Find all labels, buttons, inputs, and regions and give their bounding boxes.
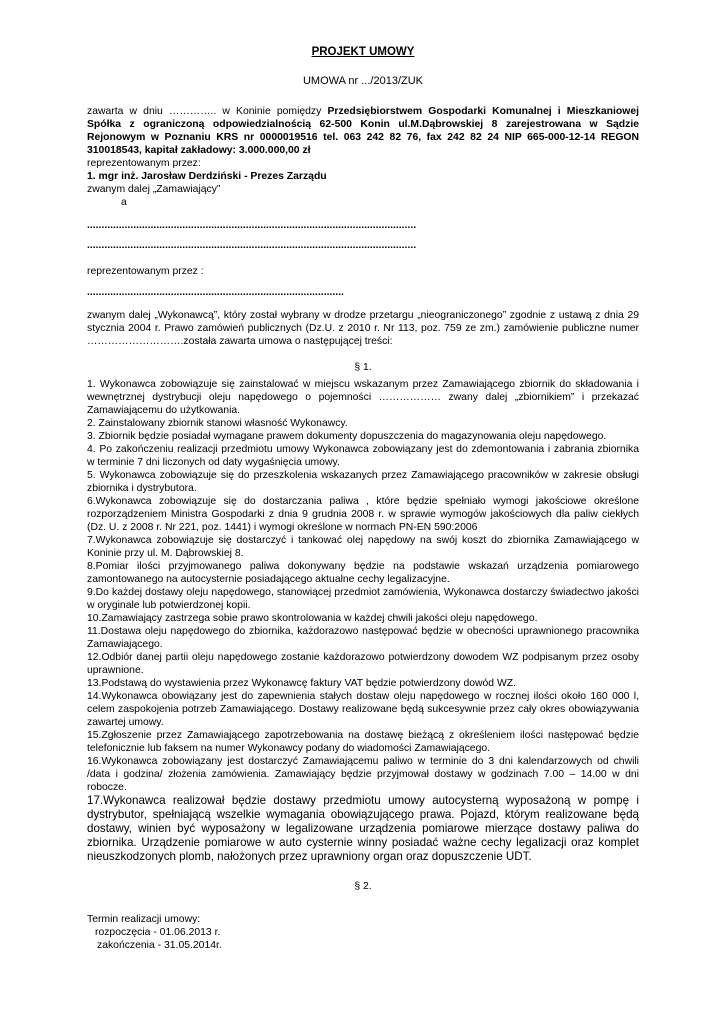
represented-by-label: reprezentowanym przez: [87, 158, 201, 169]
intro-prefix: zawarta w dniu ………….. w Koninie pomiędzy [87, 106, 328, 117]
term-block [87, 913, 639, 952]
contract-number: UMOWA nr .../2013/ZUK [302, 75, 423, 87]
representative-1: 1. mgr inż. Jarosław Derdziński - Prezes Zarządu [87, 171, 327, 182]
list-item: 14.Wykonawca obowiązany jest do zapewnienia stałych dostaw oleju napędowego w rocznej ilości około 160 000 l, celem zaspokojenia potrzeb Zamawiającego. Dostawy realizowane będą sukcesywnie przez cały okres obowiązywania zawartej umowy. [87, 691, 639, 728]
list-item: 10.Zamawiający zastrzega sobie prawo skontrolowania w każdej chwili jakości oleju napędowego. [87, 613, 538, 624]
contractor-paragraph: zwanym dalej „Wykonawcą”, który został wybrany w drodze przetargu „nieograniczonego” zgodnie z ustawą z dnia 29 stycznia 2004 r. Prawo zamówień publicznych (Dz.U. z 2010 r. Nr 113, poz. 759 ze zm.) zamówienie publiczne numer ……………………….została zawarta umowa o następującej treści: [87, 310, 639, 347]
list-item: 4. Po zakończeniu realizacji przedmiotu umowy Wykonawca zobowiązany jest do zdemontowania i zabrania zbiornika w terminie 7 dni liczonych od daty wygaśnięcia umowy. [87, 444, 639, 468]
list-item: 9.Do każdej dostawy oleju napędowego, stanowiącej przedmiot zamówienia, Wykonawca dostarczy świadectwo jakości w oryginale lub potwierdzonej kopii. [87, 587, 639, 611]
list-item: 1. Wykonawca zobowiązuje się zainstalować w miejscu wskazanym przez Zamawiającego zbiornik do składowania i wewnętrznej dystrybucji oleju napędowego o pojemności ……………… zwany dalej „zbiornikiem” i przekazać Zamawiającemu do użytkowania. [87, 379, 639, 416]
list-item: 12.Odbiór danej partii oleju napędowego zostanie każdorazowo potwierdzony dowodem WZ podpisanym przez osoby uprawnione. [87, 652, 639, 676]
list-item: 8.Pomiar ilości przyjmowanego paliwa dokonywany będzie na podstawie wskazań urządzenia pomiarowego zamontowanego na autocysternie posiadającego aktualne cechy legalizacyjne. [87, 561, 639, 585]
list-item: 7.Wykonawca zobowiązuje się dostarczyć i tankować olej napędowy na swój koszt do zbiornika Zamawiającego w Koninie przy ul. M. Dąbrowskiej 8. [87, 535, 639, 559]
company-details: Przedsiębiorstwem Gospodarki Komunalnej i Mieszkaniowej Spółka z ograniczoną odpowiedzialnością 62-500 Konin ul.M.Dąbrowskiej 8 zarejestrowana w Sądzie Rejonowym w Poznaniu KRS nr 0000019516 tel. 063 242 82 76, fax 242 82 24 NIP 665-000-12-14 REGON 310018543, kapitał zakładowy: 3.000.000,00 zł [87, 106, 639, 156]
contractor-placeholder-line-2: .................................................................................................................. [87, 240, 417, 251]
list-item: 5. Wykonawca zobowiązuje się do przeszkolenia wskazanych przez Zamawiającego pracowników w zakresie obsługi zbiornika i dystrybutora. [87, 470, 639, 494]
list-item: 2. Zainstalowany zbiornik stanowi własność Wykonawcy. [87, 418, 348, 429]
representative-placeholder-line: ......................................................................................... [87, 287, 344, 298]
list-item: 6.Wykonawca zobowiązuje się do dostarczania paliwa , które będzie spełniało wymogi jakościowe określone rozporządzeniem Ministra Gospodarki z dnia 9 grudnia 2008 r. w sprawie wymogów jakościowych dla paliw ciekłych (Dz. U. z 2008 r. Nr 221, poz. 1441) i wymogi określone w normach PN-EN 590:2006 [87, 496, 639, 533]
represented-by-label-2: reprezentowanym przez : [87, 266, 204, 277]
section-1-items [87, 378, 639, 864]
list-item: 15.Zgłoszenie przez Zamawiającego zapotrzebowania na dostawę bieżącą z określeniem ilości następować będzie telefonicznie lub faksem na numer Wykonawcy podany do wiadomości Zamawiającego. [87, 730, 639, 754]
contractor-placeholder-line-1: .................................................................................................................. [87, 220, 417, 231]
list-item: 11.Dostawa oleju napędowego do zbiornika, każdorazowo następować będzie w obecności uprawnionego pracownika Zamawiającego. [87, 626, 639, 650]
and-connector: a [121, 197, 127, 208]
list-item: 3. Zbiornik będzie posiadał wymagane prawem dokumenty dopuszczenia do magazynowania oleju napędowego. [87, 431, 607, 442]
intro-paragraph [87, 105, 639, 157]
list-item-17: 17.Wykonawca realizował będzie dostawy przedmiotu umowy autocysterną wyposażoną w pompę i dystrybutor, spełniającą wszelkie wymagania obowiązującego prawa. Pojazd, którym realizowane będą dostawy, winien być wyposażony w legalizowane urządzenia pomiarowe mierzące dostawy paliwa do zbiornika. Urządzenie pomiarowe w auto cysternie winny posiadać ważne cechy legalizacji oraz komplet nieuszkodzonych plomb, nałożonych przez uprawniony organ oraz dopuszczenie UDT. [87, 794, 639, 863]
term-start: rozpoczęcia - 01.06.2013 r. [95, 927, 221, 938]
section-1-heading: § 1. [354, 362, 372, 373]
employer-alias: zwanym dalej „Zamawiający” [87, 184, 221, 195]
document-title: PROJEKT UMOWY [311, 46, 415, 58]
section-2-heading: § 2. [354, 881, 372, 892]
list-item: 13.Podstawą do wystawienia przez Wykonawcę faktury VAT będzie potwierdzony dowód WZ. [87, 678, 517, 689]
contract-page [87, 46, 639, 952]
list-item: 16.Wykonawca zobowiązany jest dostarczyć Zamawiającemu paliwo w terminie do 3 dni kalendarzowych od chwili /data i godzina/ złożenia zamówienia. Zamawiający będzie przyjmował dostawy w godzinach 7.00 – 14.00 w dni robocze. [87, 756, 639, 793]
term-title: Termin realizacji umowy: [87, 914, 201, 925]
term-end: zakończenia - 31.05.2014r. [97, 940, 222, 951]
